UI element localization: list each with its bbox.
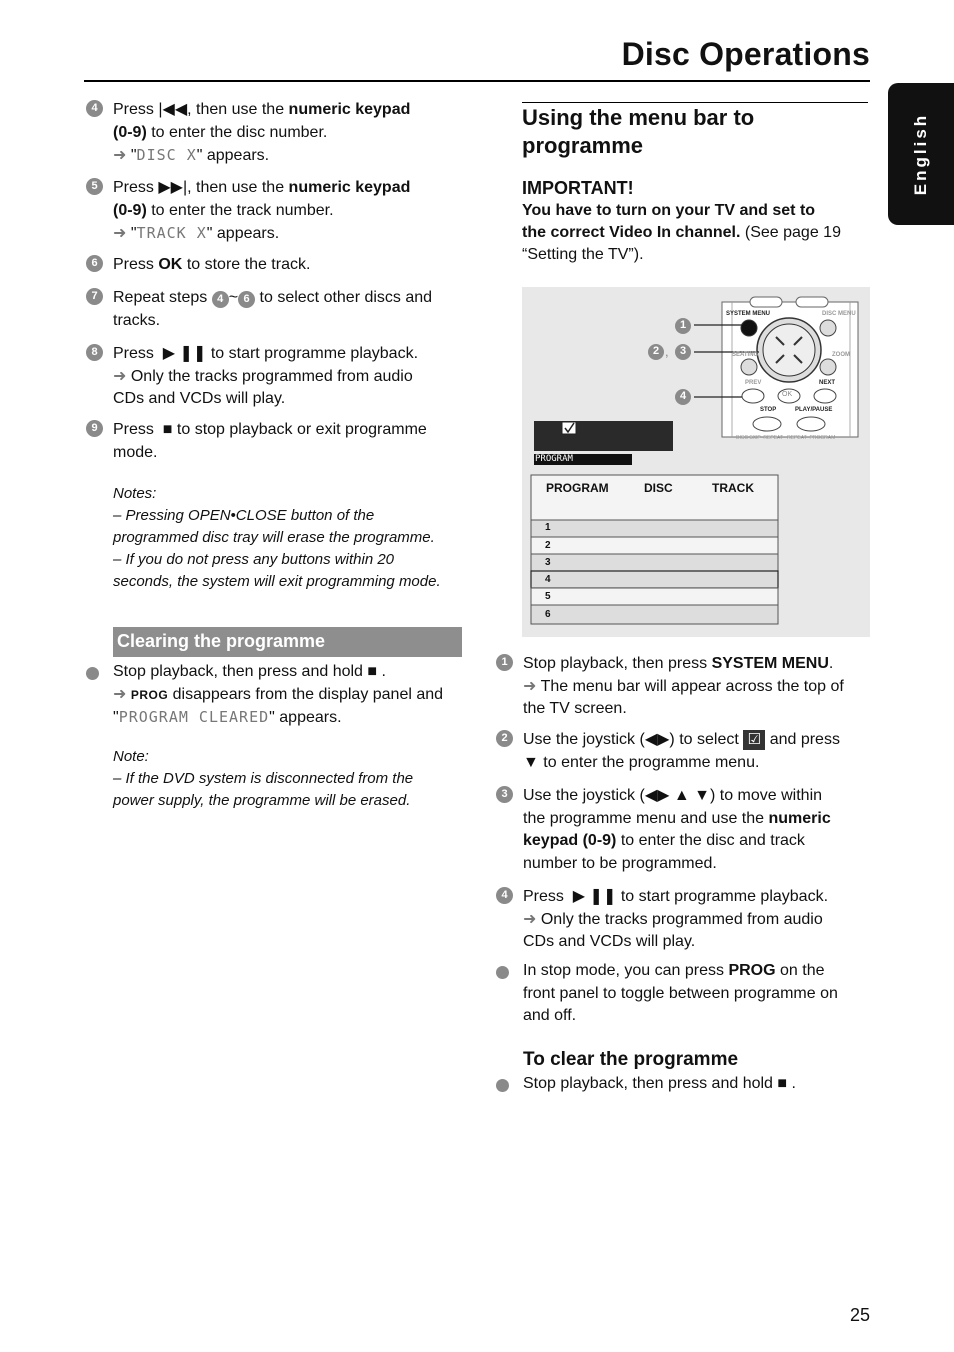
- prev-icon: |◀◀: [158, 101, 188, 118]
- step-number-5: 5: [86, 178, 103, 195]
- step-text: to enter the disc number.: [151, 123, 328, 141]
- step-number-4-right: 4: [496, 887, 513, 904]
- step-number-9: 9: [86, 420, 103, 437]
- table-row: 2: [545, 540, 551, 551]
- figure-svg: [522, 287, 870, 637]
- arrow-icon: ➜: [523, 910, 537, 928]
- right-step-prog: [523, 960, 873, 1028]
- next-button: [814, 389, 836, 403]
- important-text: You have to turn on your TV and set to: [522, 202, 816, 219]
- result-text: " appears.: [206, 225, 280, 242]
- step-text: ) to move within: [709, 787, 823, 804]
- lcd-text: TRACK X: [136, 224, 207, 242]
- step-text: .: [828, 655, 834, 672]
- result-text: " appears.: [269, 709, 342, 726]
- step-6: [113, 254, 473, 277]
- important-box: [522, 176, 872, 266]
- program-check-icon: ☑: [743, 730, 765, 750]
- arrow-icon: ➜: [113, 685, 127, 703]
- right-step-3: [523, 785, 873, 875]
- arrow-icon: ➜: [113, 367, 127, 385]
- page-title: Disc Operations: [621, 36, 870, 72]
- program-table-row-bg: [531, 588, 778, 605]
- step-bold: numeric keypad: [288, 101, 411, 118]
- step-8: [113, 343, 473, 411]
- label-disc-menu: DISC MENU: [822, 311, 856, 317]
- zoom-button: [820, 359, 836, 375]
- note-line: power supply, the programme will be erased.: [113, 792, 411, 809]
- note-line: programmed disc tray will erase the programme.: [113, 529, 435, 546]
- result-text: The menu bar will appear across the top of: [540, 677, 844, 695]
- seating-button: [741, 359, 757, 375]
- important-text: “Setting the TV”).: [522, 246, 644, 263]
- step-text: Press: [113, 179, 154, 196]
- osd-program-label: PROGRAM: [535, 454, 573, 464]
- step-text: tracks.: [113, 311, 161, 329]
- step-bold: PROG: [130, 687, 169, 702]
- next-icon: ▶▶|: [158, 179, 188, 196]
- step-text: to enter the programme menu.: [543, 753, 760, 771]
- result-text: disappears from the display panel and: [172, 685, 444, 703]
- result-text: CDs and VCDs will play.: [113, 390, 286, 407]
- step-text: .: [791, 1075, 796, 1092]
- step-bold: PROG: [728, 962, 776, 979]
- result-text: Only the tracks programmed from audio: [130, 367, 413, 385]
- page-number: 25: [849, 1305, 870, 1325]
- step-text: ) to select: [669, 731, 739, 748]
- step-5: [113, 177, 473, 246]
- note-line: – Pressing OPEN•CLOSE button of the: [113, 507, 375, 524]
- table-row: 3: [545, 557, 551, 568]
- important-text: (See page 19: [744, 224, 841, 241]
- inline-step-ref: 4: [212, 291, 229, 308]
- step-number-7: 7: [86, 288, 103, 305]
- language-tab: [888, 83, 954, 225]
- table-row: 6: [545, 609, 551, 620]
- language-tab-label: English: [911, 112, 930, 196]
- stop-button: [753, 417, 781, 431]
- osd-menu-bar: [534, 421, 673, 451]
- step-text: to select other discs and: [259, 289, 433, 306]
- inline-step-ref: 6: [238, 291, 255, 308]
- step-text: mode.: [113, 443, 158, 461]
- step-text: the programme menu and use the: [523, 809, 765, 827]
- table-header-program: PROGRAM: [546, 481, 609, 495]
- result-text: CDs and VCDs will play.: [523, 933, 696, 950]
- step-text: Stop playback, then press: [523, 655, 708, 672]
- step-text: to enter the disc and track: [620, 832, 805, 849]
- important-label: IMPORTANT!: [522, 178, 634, 198]
- step-bold: numeric: [768, 809, 831, 827]
- callout-4: 4: [679, 390, 687, 402]
- step-text: Repeat steps: [113, 289, 208, 306]
- program-table-row-bg: [531, 554, 778, 571]
- step-text: Use the joystick (: [523, 731, 645, 748]
- remote-top-button: [796, 297, 828, 307]
- section-rule: [522, 102, 868, 103]
- bullet: [496, 1079, 509, 1092]
- label-remote-bottom: DISC SKIP REPEAT REPEAT PROGRAM: [736, 435, 836, 441]
- play-pause-icon: ▶ ❚❚: [158, 345, 207, 362]
- step-text: to start programme playback.: [210, 345, 419, 362]
- result-text: ": [130, 147, 137, 164]
- prev-button: [742, 389, 764, 403]
- callout-comma: ,: [665, 344, 669, 359]
- label-prev: PREV: [745, 380, 762, 386]
- note-line: – If you do not press any buttons within 20: [113, 551, 395, 568]
- system-menu-button: [741, 320, 757, 336]
- left-right-arrows-icon: ◀▶: [644, 731, 670, 748]
- step-text: Press: [523, 888, 564, 905]
- play-pause-icon: ▶ ❚❚: [568, 888, 617, 905]
- step-number-3: 3: [496, 786, 513, 803]
- step-bold: keypad (0-9): [523, 832, 617, 849]
- section-heading-menu-bar: [522, 104, 868, 160]
- step-text: to start programme playback.: [620, 888, 829, 905]
- step-text: Press: [113, 101, 154, 118]
- result-text: ": [130, 225, 137, 242]
- step-text: , then use the: [187, 179, 285, 196]
- step-bold: (0-9): [113, 123, 147, 141]
- result-text: the TV screen.: [523, 700, 627, 717]
- label-stop: STOP: [760, 407, 777, 413]
- label-zoom: ZOOM: [832, 352, 850, 358]
- heading-line: programme: [522, 133, 644, 158]
- callout-2: 2: [652, 345, 660, 357]
- step-text: Stop playback, then press and hold: [523, 1075, 773, 1092]
- down-arrow-icon: ▼: [523, 753, 539, 771]
- step-text: .: [381, 663, 386, 680]
- step-bold: numeric keypad: [288, 179, 411, 196]
- remote-top-button: [750, 297, 782, 307]
- step-text: In stop mode, you can press: [523, 962, 724, 979]
- program-table-row-bg: [531, 520, 778, 537]
- step-number-1: 1: [496, 654, 513, 671]
- stop-icon: ■: [158, 421, 173, 438]
- arrow-icon: ➜: [113, 147, 127, 164]
- program-table-row-bg: [531, 537, 778, 554]
- right-step-4: [523, 886, 873, 954]
- step-7: [113, 287, 473, 332]
- clearing-note: [113, 746, 473, 812]
- step-4: [113, 99, 473, 168]
- note-line: seconds, the system will exit programming mode.: [113, 573, 441, 590]
- step-bold: SYSTEM MENU: [711, 655, 829, 672]
- step-text: Use the joystick (: [523, 787, 645, 804]
- lcd-text: PROGRAM CLEARED: [118, 708, 270, 726]
- step-text: Press: [113, 421, 154, 438]
- step-text: , then use the: [187, 101, 285, 118]
- label-system-menu: SYSTEM MENU: [726, 311, 771, 317]
- clearing-step: [113, 661, 473, 730]
- tilde: ~: [228, 289, 239, 306]
- step-number-6: 6: [86, 255, 103, 272]
- step-text: and press: [769, 731, 840, 748]
- clear-step: [523, 1073, 873, 1096]
- step-text: to stop playback or exit programme: [176, 421, 427, 438]
- step-text: Stop playback, then press and hold: [113, 663, 363, 680]
- bullet: [86, 667, 99, 680]
- table-row: 1: [545, 522, 551, 533]
- step-text: and off.: [523, 1007, 577, 1024]
- heading-line: Using the menu bar to: [522, 105, 755, 130]
- callout-3: 3: [679, 345, 687, 357]
- arrow-icon: ➜: [113, 225, 127, 242]
- header-rule: [84, 80, 870, 82]
- step-number-2: 2: [496, 730, 513, 747]
- stop-icon: ■: [367, 663, 378, 680]
- arrow-icon: ➜: [523, 677, 537, 695]
- notes-label: Note:: [113, 748, 149, 765]
- step-bold: OK: [158, 256, 183, 273]
- stop-icon: ■: [777, 1075, 788, 1092]
- step-text: on the: [780, 962, 825, 979]
- step-bold: (0-9): [113, 201, 147, 219]
- step-number-8: 8: [86, 344, 103, 361]
- notes-label: Notes:: [113, 485, 157, 502]
- step-text: number to be programmed.: [523, 854, 717, 872]
- step-text: to store the track.: [186, 256, 311, 273]
- right-step-2: [523, 729, 873, 774]
- step-text: Press: [113, 345, 154, 362]
- program-table-row-bg: [531, 571, 778, 588]
- remote-and-menu-figure: [522, 287, 870, 637]
- step-text: to enter the track number.: [151, 201, 334, 219]
- table-header-disc: DISC: [644, 481, 673, 495]
- result-text: " appears.: [196, 147, 270, 164]
- lcd-text: DISC X: [136, 146, 197, 164]
- label-next: NEXT: [819, 380, 836, 386]
- table-row: 4: [545, 574, 551, 585]
- label-play-pause: PLAY/PAUSE: [795, 407, 833, 413]
- program-table-row-bg: [531, 605, 778, 624]
- important-text: the correct Video In channel.: [522, 224, 741, 241]
- step-text: front panel to toggle between programme on: [523, 984, 838, 1002]
- right-step-1: [523, 653, 873, 721]
- joystick-arrows-icon: ◀▶ ▲ ▼: [644, 787, 710, 804]
- step-text: Press: [113, 256, 154, 273]
- step-9: [113, 419, 473, 464]
- note-line: – If the DVD system is disconnected from the: [113, 770, 414, 787]
- label-ok: OK: [782, 391, 793, 398]
- label-seating: SEATING: [732, 352, 759, 358]
- table-header-track: TRACK: [712, 481, 754, 495]
- step-number-4: 4: [86, 100, 103, 117]
- result-text: Only the tracks programmed from audio: [540, 910, 823, 928]
- section-heading-clearing: Clearing the programme: [113, 627, 462, 657]
- clear-heading: To clear the programme: [523, 1049, 739, 1070]
- play-pause-button: [797, 417, 825, 431]
- result-text: ": [113, 709, 119, 726]
- callout-1: 1: [679, 319, 687, 331]
- joystick-ring: [763, 324, 815, 376]
- bullet: [496, 966, 509, 979]
- disc-menu-button: [820, 320, 836, 336]
- notes: [113, 483, 473, 593]
- table-row: 5: [545, 591, 551, 602]
